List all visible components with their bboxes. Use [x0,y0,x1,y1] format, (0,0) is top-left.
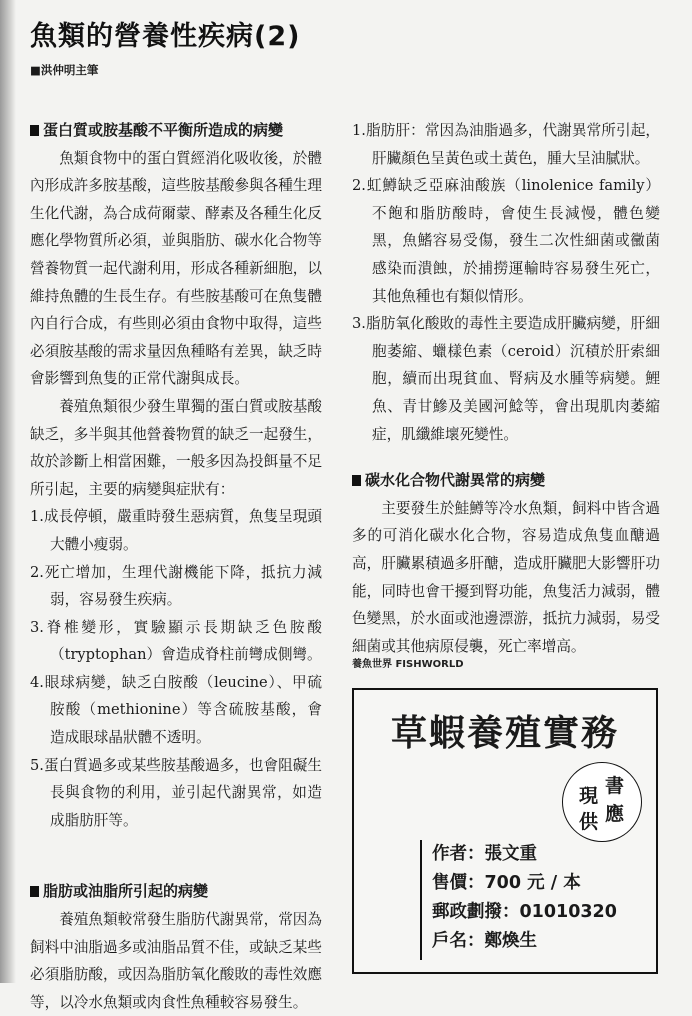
ad-price: 售價：700 元 / 本 [432,873,581,893]
ad-postal-account: 郵政劃撥：01010320 [432,902,617,922]
badge-char: 應 [605,803,625,825]
section-heading: 碳水化合物代謝異常的病變 [352,467,660,495]
list-item: 3.脊椎變形，實驗顯示長期缺乏色胺酸（tryptophan）會造成脊柱前彎成側彎。 [30,618,322,664]
list-item: 2.虹鱒缺乏亞麻油酸族（linolenice family）不飽和脂肪酸時，會使生長減慢，體色變黑，魚鰭容易受傷，發生二次性細菌或黴菌感染而潰蝕，於捕撈運輸時容易發生死亡，其他魚種也有類似情形。 [352,177,660,305]
ad-divider [420,840,422,960]
badge-char: 現 [579,785,599,807]
list-item: 2.死亡增加，生理代謝機能下降，抵抗力減弱，容易發生疾病。 [30,563,322,609]
magazine-logo: 養魚世界 FISHWORLD [352,659,464,670]
section-heading: 脂肪或油脂所引起的病變 [30,878,322,906]
article-title: 魚類的營養性疾病(2) [30,21,301,52]
ad-account-name: 戶名：鄭煥生 [432,931,537,951]
page-gutter-shadow [0,0,16,983]
ad-title: 草蝦養殖實務 [390,713,619,754]
ad-badge [562,762,642,842]
book-advertisement [352,688,658,974]
badge-char: 書 [605,775,625,797]
list-item: 3.脂肪氧化酸敗的毒性主要造成肝臟病變，肝細胞萎縮、蠟樣色素（ceroid）沉積於肝索細胞，續而出現貧血、腎病及水腫等病變。鯉魚、青甘鰺及美國河鯰等，會出現肌肉萎縮症，肌纖維壞死變性。 [352,315,660,443]
list-item: 4.眼球病變，缺乏白胺酸（leucine）、甲硫胺酸（methionine）等含硫胺基酸，會造成眼球晶狀體不透明。 [30,673,322,747]
bleed-through-text [322,18,348,55]
paragraph: 養殖魚類較常發生脂肪代謝異常，常因為飼料中油脂過多或油脂品質不佳，或缺乏某些必須脂肪酸，或因為脂肪氧化酸敗的毒性效應等，以冷水魚類或肉食性魚種較容易發生。 [30,911,322,1011]
left-column [30,117,322,1016]
ad-author: 作者：張文重 [432,844,537,864]
section-heading: 蛋白質或胺基酸不平衡所造成的病變 [30,117,322,145]
paragraph: 主要發生於鮭鱒等冷水魚類，飼料中皆含過多的可消化碳水化合物，容易造成魚隻血醣過高，肝臟累積過多肝醣，造成肝臟肥大影響肝功能，同時也會干擾到腎功能，魚隻活力減弱，體色變黑，於水面或池邊漂游，抵抗力減弱，易受細菌或其他病原侵襲，死亡率增高。 [352,499,660,655]
list-item: 1.成長停頓，嚴重時發生惡病質，魚隻呈現頭大體小瘦弱。 [30,508,322,553]
list-item: 5.蛋白質過多或某些胺基酸過多，也會阻礙生長與食物的利用，並引起代謝異常，如造成脂肪肝等。 [30,756,322,829]
badge-char: 供 [579,811,599,833]
paragraph: 養殖魚類很少發生單獨的蛋白質或胺基酸缺乏，多半與其他營養物質的缺乏一起發生，故於診斷上相當困難，一般多因為投餌量不足所引起，主要的病變與症狀有： [30,397,322,498]
paragraph: 魚類食物中的蛋白質經消化吸收後，於體內形成許多胺基酸，這些胺基酸參與各種生理生化代謝，為合成荷爾蒙、酵素及各種生化反應化學物質所必須，並與脂肪、碳水化合物等營養物質一起代謝利用，形成各種新細胞，以維持魚體的生長生存。有些胺基酸可在魚隻體內自行合成，有些則必須由食物中取得，這些必須胺基酸的需求量因魚種略有差異，缺乏時會影響到魚隻的正常代謝與成長。 [30,149,322,388]
article-author: ■洪仲明主筆 [30,63,99,77]
ad-details [432,840,617,956]
right-column [352,117,660,660]
list-item: 1.脂肪肝：常因為油脂過多，代謝異常所引起，肝臟顏色呈黃色或土黃色，腫大呈油膩狀。 [352,122,660,167]
